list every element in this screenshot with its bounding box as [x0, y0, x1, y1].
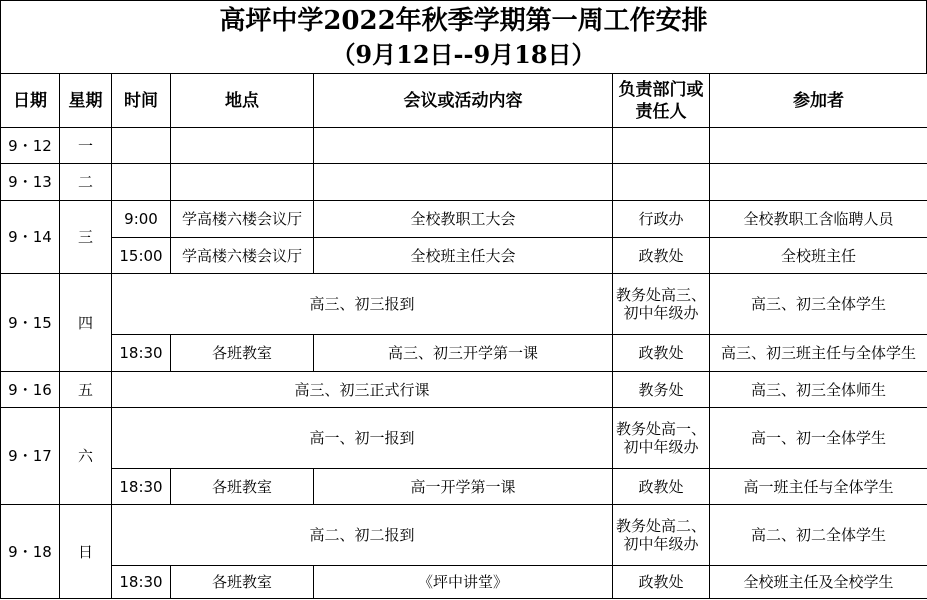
- title-line-1: 高坪中学2022年秋季学期第一周工作安排: [219, 6, 708, 36]
- date-cell: 9・15: [1, 274, 60, 372]
- time-cell: 18:30: [112, 566, 171, 599]
- table-row: [1, 164, 927, 201]
- header-dept: 负责部门或责任人: [613, 74, 710, 128]
- empty-cell: [613, 164, 710, 201]
- participants-cell: 高一班主任与全体学生: [710, 469, 927, 505]
- schedule-title: [0, 0, 927, 73]
- date-cell: 9・13: [1, 164, 60, 201]
- place-cell: 各班教室: [171, 335, 314, 372]
- dept-cell: 教务处高一、初中年级办: [613, 408, 710, 469]
- dept-cell: 教务处高三、初中年级办: [613, 274, 710, 335]
- date-cell: 9・17: [1, 408, 60, 505]
- content-cell: 高三、初三正式行课: [112, 372, 613, 408]
- table-row: [1, 408, 927, 469]
- title-line-2: （9月12日--9月18日）: [331, 40, 596, 69]
- participants-cell: 高二、初二全体学生: [710, 505, 927, 566]
- table-row: [1, 128, 927, 164]
- weekday-cell: 二: [60, 164, 112, 201]
- content-cell: 高一、初一报到: [112, 408, 613, 469]
- weekday-cell: 一: [60, 128, 112, 164]
- content-cell: 高三、初三报到: [112, 274, 613, 335]
- dept-cell: 行政办: [613, 201, 710, 238]
- time-cell: 18:30: [112, 335, 171, 372]
- weekday-cell: 三: [60, 201, 112, 274]
- header-participants: 参加者: [710, 74, 927, 128]
- date-cell: 9・14: [1, 201, 60, 274]
- participants-cell: 高三、初三全体师生: [710, 372, 927, 408]
- dept-cell: 政教处: [613, 469, 710, 505]
- content-cell: 全校教职工大会: [314, 201, 613, 238]
- table-row: [1, 372, 927, 408]
- content-cell: 高三、初三开学第一课: [314, 335, 613, 372]
- weekday-cell: 四: [60, 274, 112, 372]
- header-date: 日期: [1, 74, 60, 128]
- empty-cell: [710, 164, 927, 201]
- dept-cell: 教务处高二、初中年级办: [613, 505, 710, 566]
- header-weekday: 星期: [60, 74, 112, 128]
- weekday-cell: 六: [60, 408, 112, 505]
- header-time: 时间: [112, 74, 171, 128]
- content-cell: 高二、初二报到: [112, 505, 613, 566]
- participants-cell: 全校班主任: [710, 238, 927, 274]
- time-cell: 9:00: [112, 201, 171, 238]
- place-cell: 学高楼六楼会议厅: [171, 238, 314, 274]
- empty-cell: [613, 128, 710, 164]
- header-row: [1, 74, 927, 128]
- date-cell: 9・16: [1, 372, 60, 408]
- dept-cell: 政教处: [613, 566, 710, 599]
- table-row: [1, 274, 927, 335]
- empty-cell: [710, 128, 927, 164]
- dept-cell: 政教处: [613, 335, 710, 372]
- schedule-table: [0, 73, 927, 599]
- empty-cell: [171, 164, 314, 201]
- place-cell: 各班教室: [171, 566, 314, 599]
- place-cell: 各班教室: [171, 469, 314, 505]
- dept-cell: 政教处: [613, 238, 710, 274]
- place-cell: 学高楼六楼会议厅: [171, 201, 314, 238]
- content-cell: 高一开学第一课: [314, 469, 613, 505]
- content-cell: 《坪中讲堂》: [314, 566, 613, 599]
- time-cell: 18:30: [112, 469, 171, 505]
- weekday-cell: 日: [60, 505, 112, 599]
- table-row: [1, 469, 927, 505]
- table-row: [1, 566, 927, 599]
- table-row: [1, 505, 927, 566]
- time-cell: 15:00: [112, 238, 171, 274]
- dept-cell: 教务处: [613, 372, 710, 408]
- empty-cell: [314, 164, 613, 201]
- participants-cell: 全校班主任及全校学生: [710, 566, 927, 599]
- table-row: [1, 335, 927, 372]
- empty-cell: [112, 164, 171, 201]
- header-content: 会议或活动内容: [314, 74, 613, 128]
- participants-cell: 全校教职工含临聘人员: [710, 201, 927, 238]
- participants-cell: 高一、初一全体学生: [710, 408, 927, 469]
- empty-cell: [112, 128, 171, 164]
- participants-cell: 高三、初三班主任与全体学生: [710, 335, 927, 372]
- empty-cell: [171, 128, 314, 164]
- empty-cell: [314, 128, 613, 164]
- table-row: [1, 201, 927, 238]
- content-cell: 全校班主任大会: [314, 238, 613, 274]
- participants-cell: 高三、初三全体学生: [710, 274, 927, 335]
- date-cell: 9・18: [1, 505, 60, 599]
- weekday-cell: 五: [60, 372, 112, 408]
- date-cell: 9・12: [1, 128, 60, 164]
- table-row: [1, 238, 927, 274]
- header-place: 地点: [171, 74, 314, 128]
